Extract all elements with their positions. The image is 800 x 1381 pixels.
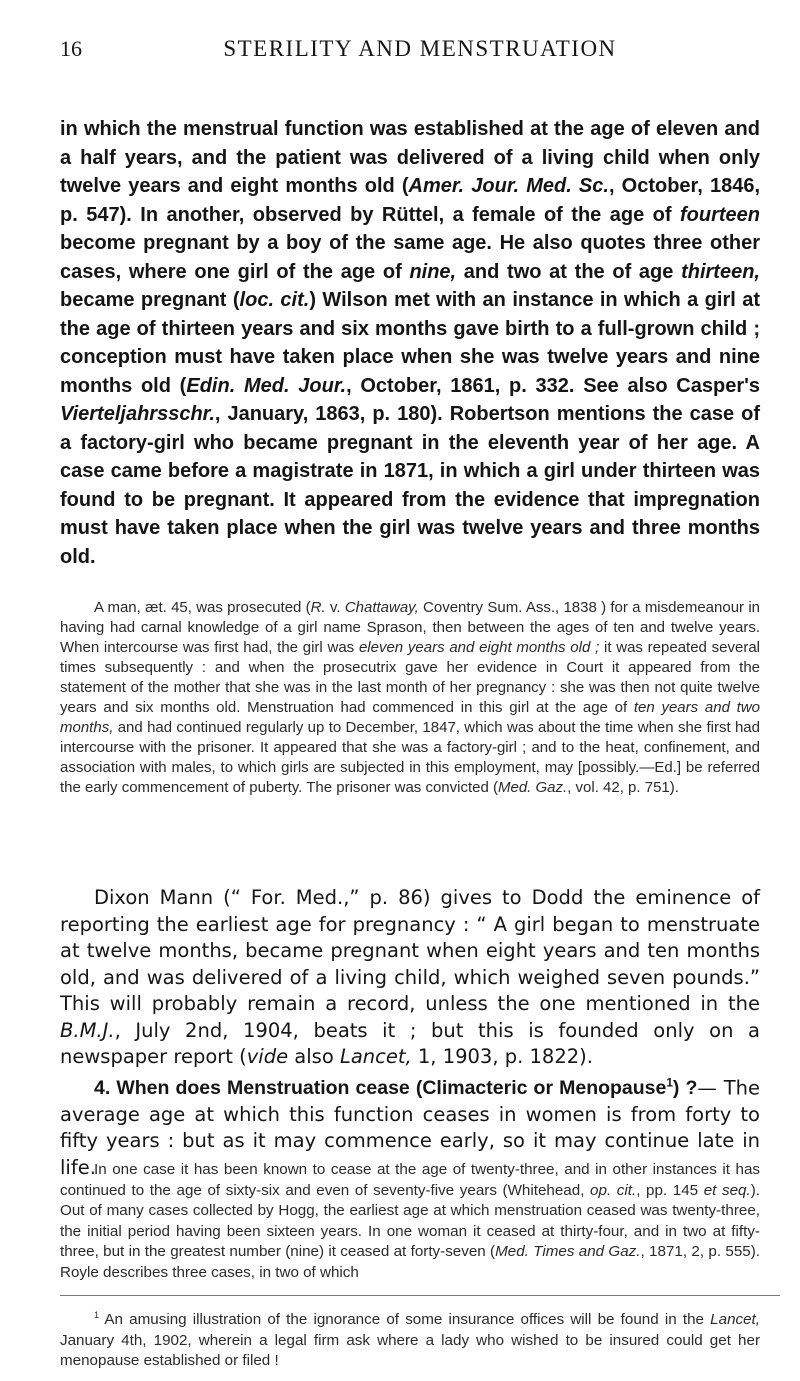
citation: Amer. Jour. Med. Sc. (408, 175, 609, 197)
case-name: R. (310, 599, 326, 616)
text: ). Out of many cases collected by Hogg, the earliest age at which menstruation ceased was twenty-three, the initial period having been sixteen years. In one woman it ceased at thirty-four, and in two at fifty-three, but in the greatest number (nine) it ceased at forty-seven ( (60, 1181, 760, 1260)
citation: op. cit. (590, 1181, 637, 1199)
case-note-chattaway (60, 598, 760, 798)
heading-text: 4. When does Menstruation cease (Climacteric or Menopause (94, 1077, 667, 1099)
text: Coventry Sum. Ass., 1838 ) for a misdemeanour in having had carnal knowledge of a girl name Sprason, then between the ages of ten and twelve years. When intercourse was first had, the girl was (60, 599, 760, 656)
text: Dixon Mann (“ For. Med.,” p. 86) gives to Dodd the eminence of reporting the earliest age for pregnancy : “ A girl began to menstruate at twelve months, became pregnant when eight years and ten months old, and was delivered of a living child, which weighed seven pounds.” This will probably remain a record, unless the one mentioned in the (60, 886, 760, 1015)
text: and two at the of age (456, 260, 682, 283)
heading-text: ) ? (672, 1077, 698, 1099)
text: ) Wilson met with an instance in which a girl at the age of thirteen years and six months gave birth to a full-grown child ; conception must have taken place when she was twelve years and nine months old ( (60, 289, 760, 397)
footnote-marker: 1 (94, 1310, 100, 1320)
page-header (60, 36, 780, 76)
citation: et seq. (703, 1181, 751, 1199)
emphasis: nine, (409, 260, 457, 283)
emphasis: thirteen, (681, 260, 760, 283)
text: in which the menstrual function was established at the age of eleven and a half years, and the patient was delivered of a living child when only twelve years and eight months old ( (60, 118, 760, 197)
paragraph-early-pregnancy (60, 115, 760, 571)
running-title: STERILITY AND MENSTRUATION (223, 36, 617, 61)
citation: Med. Gaz. (497, 779, 568, 796)
text: In one case it has been known to cease at the age of twenty-three, and in other instances it has continued to the age of sixty-six and even of seventy-five years (Whitehead, (60, 1161, 760, 1199)
emphasis: vide (246, 1045, 289, 1068)
page-number: 16 (60, 36, 82, 61)
section-heading (94, 1077, 697, 1099)
text: v. (325, 599, 345, 616)
text: A man, æt. 45, was prosecuted ( (94, 599, 311, 616)
text: , 1871, 2, p. 555). Royle describes three cases, in two of which (60, 1243, 760, 1281)
text: become pregnant by a boy of the same age. He also quotes three other cases, where one girl of the age of (60, 232, 760, 283)
text: , July 2nd, 1904, beats it ; but this is founded only on a newspaper report ( (60, 1018, 760, 1068)
citation: Edin. Med. Jour. (186, 374, 347, 397)
footnote (60, 1305, 760, 1372)
case-note-cessation (60, 1160, 760, 1283)
citation: B.M.J. (60, 1018, 115, 1042)
text: January 4th, 1902, wherein a legal firm ask where a lady who wished to be insured could get her menopause established or filed ! (60, 1331, 760, 1370)
emphasis: fourteen (680, 203, 760, 226)
footnote-marker[interactable]: 1 (666, 1076, 673, 1090)
text: — The average age at which this function ceases in women is from forty to fifty years : but as it may commence early, so it may continue late in life. (60, 1076, 760, 1179)
text: and had continued regularly up to December, 1847, which was about the time when she first had intercourse with the prisoner. It appeared that she was a factory-girl ; and to the heat, confinement, and association with males, to which girls are subjected in this employment, may [possibly.—Ed.] be referred the early commencement of puberty. The prisoner was convicted ( (60, 719, 760, 796)
text: An amusing illustration of the ignorance of some insurance offices will be found in the (99, 1311, 711, 1329)
emphasis: ten years and two months, (60, 699, 760, 736)
emphasis: eleven years and eight months old ; (358, 639, 600, 656)
text: , October, 1846, p. 547). In another, observed by Rüttel, a female of the age of (60, 175, 760, 226)
citation: Lancet, (339, 1045, 412, 1068)
text: , pp. 145 (636, 1181, 704, 1199)
footnote-divider (60, 1295, 780, 1296)
citation: loc. cit. (239, 289, 310, 311)
citation: Lancet, (710, 1311, 760, 1329)
text: also (288, 1045, 340, 1068)
case-name: Chattaway, (344, 599, 419, 616)
paragraph-dixon-mann (60, 885, 760, 1181)
text: , January, 1863, p. 180). Robertson mentions the case of a factory-girl who became pregnant in the eleventh year of her age. A case came before a magistrate in 1871, in which a girl under thirteen was found to be pregnant. It appeared from the evidence that impregnation must have taken place when the girl was twelve years and three months old. (60, 403, 760, 568)
text: became pregnant ( (60, 289, 240, 311)
text: it was repeated several times subsequently : and when the prosecutrix gave her evidence in Court it appeared from the statement of the mother that she was in the last month of her pregnancy : she was then not quite twelve years and six months old. Menstruation had commenced in this girl at the age of (60, 639, 760, 716)
citation: Med. Times and Gaz. (495, 1243, 641, 1260)
text: , vol. 42, p. 751). (567, 779, 679, 796)
citation: Vierteljahrsschr. (60, 403, 215, 425)
text: 1, 1903, p. 1822). (411, 1045, 593, 1068)
text: , October, 1861, p. 332. See also Casper's (346, 374, 760, 397)
